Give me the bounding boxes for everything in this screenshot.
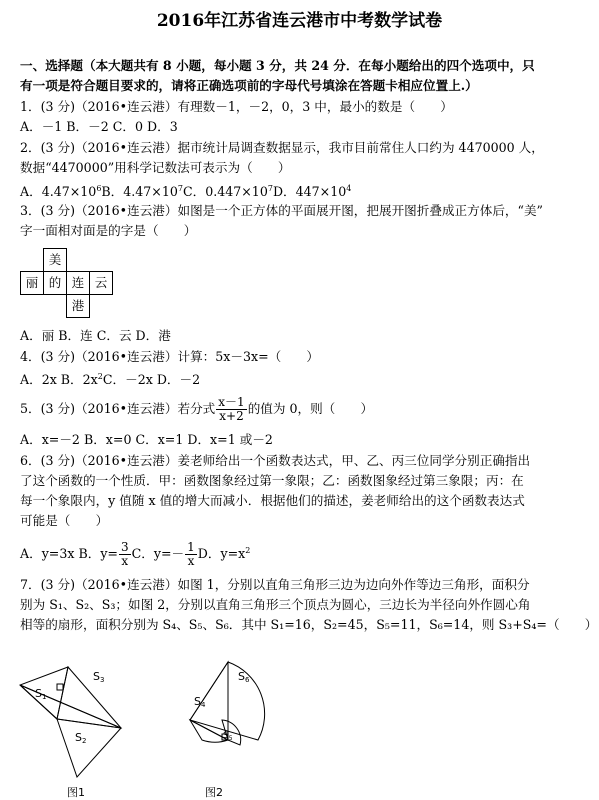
q2-option-d: D．447×10 <box>272 184 347 200</box>
net-cell-mei: 美 <box>43 248 67 272</box>
q4-option-cd: C．－2x D．－2 <box>102 372 201 388</box>
q6-stem-line4: 可能是（ ） <box>20 513 109 528</box>
q6-options <box>20 536 585 569</box>
q5-stem <box>20 394 585 424</box>
section-heading-line2: 有一项是符合题目要求的，请将正确选项前的字母代号填涂在答题卡相应位置上.） <box>20 78 478 93</box>
q6-stem-line3: 每一个象限内，y 值随 x 值的增大而减小．根据他们的描述，姜老师给出的这个函数表达式 <box>20 493 525 508</box>
q5-frac-num: x－1 <box>218 395 245 409</box>
q6-frac-b <box>119 541 131 568</box>
q5-frac-den: x+2 <box>219 409 244 423</box>
q6-option-ab: A．y=3x B．y= <box>20 546 118 562</box>
fig1-label-s3: S3 <box>93 670 105 684</box>
q6-frac-c <box>185 541 197 568</box>
fig2-label-s4: S4 <box>194 695 206 709</box>
figure-1-equilateral-triangles <box>15 655 140 800</box>
q5-options: A．x=－2 B．x=0 C．x=1 D．x=1 或－2 <box>20 432 273 447</box>
q5-stem-post: 的值为 0，则（ ） <box>247 401 374 416</box>
fig1-label-s1: S1 <box>35 687 47 701</box>
q2-option-c: C．0.447×10 <box>182 184 268 200</box>
q4-option-ab: A．2x B．2x <box>20 372 98 388</box>
q2-stem-line2: 数据“4470000”用科学记数法可表示为（ ） <box>20 160 291 175</box>
q1-stem: 1．(3 分)（2016•连云港）有理数－1，－2，0，3 中，最小的数是（ ） <box>20 99 453 114</box>
fig1-label-s2: S2 <box>75 731 87 745</box>
q6-option-c: C．y=－ <box>131 546 185 562</box>
q2-option-a: A．4.47×10 <box>20 184 97 200</box>
q6-frac-c-den: x <box>187 554 195 569</box>
q6-option-d: D．y=x <box>197 546 246 562</box>
q2-option-b: B．4.47×10 <box>101 184 178 200</box>
q1-options: A．－1 B．－2 C．0 D．3 <box>20 119 178 134</box>
q7-stem-line1: 7．(3 分)（2016•连云港）如图 1，分别以直角三角形三边为边向外作等边三角形，面积分 <box>20 577 530 592</box>
fig2-label-s5: $S_5$ <box>223 731 233 742</box>
q3-stem-line1: 3．(3 分)（2016•连云港）如图是一个正方体的平面展开图，把展开图折叠成正方体后，“美” <box>20 203 543 218</box>
fig2-label-s6: S6 <box>238 670 250 684</box>
fig1-right-angle-mark <box>57 684 63 690</box>
net-cell-gang: 港 <box>66 294 90 318</box>
q2-options <box>20 181 585 200</box>
section-heading-line1: 一、选择题（本大题共有 8 小题，每小题 3 分，共 24 分．在每小题给出的四个选项中，只 <box>20 58 535 73</box>
q4-exp: 2 <box>97 372 103 381</box>
q4-stem: 4．(3 分)（2016•连云港）计算：5x－3x=（ ） <box>20 349 320 364</box>
q2-exp-c: 7 <box>267 184 273 193</box>
q2-exp-d: 4 <box>346 184 352 193</box>
fig1-outer-s3 <box>57 667 121 728</box>
q6-stem-line2: 了这个函数的一个性质．甲：函数图象经过第一象限；乙：函数图象经过第三象限；丙：在 <box>20 473 524 488</box>
net-cell-li: 丽 <box>20 271 44 295</box>
q2-exp-b: 7 <box>177 184 183 193</box>
q7-stem-line2: 别为 S₁、S₂、S₃；如图 2，分别以直角三角形三个顶点为圆心，三边长为半径向外作圆心角 <box>20 597 531 612</box>
q6-frac-b-den: x <box>121 554 129 569</box>
q5-fraction <box>216 396 246 423</box>
q6-exp-d: 2 <box>245 546 251 555</box>
q3-options: A．丽 B．连 C．云 D．港 <box>20 328 171 343</box>
q6-frac-b-num: 3 <box>121 540 129 555</box>
q2-exp-a: 6 <box>96 184 102 193</box>
fig1-caption: 图1 <box>67 786 85 799</box>
net-cell-lian: 连 <box>66 271 90 295</box>
exam-title: 2016年江苏省连云港市中考数学试卷 <box>156 11 443 31</box>
net-cell-yun: 云 <box>89 271 113 295</box>
q6-stem-line1: 6．(3 分)（2016•连云港）姜老师给出一个函数表达式，甲、乙、丙三位同学分别正确指出 <box>20 453 531 468</box>
q2-stem-line1: 2．(3 分)（2016•连云港）据市统计局调查数据显示，我市目前常住人口约为 4470000 人， <box>20 140 544 155</box>
q6-frac-c-num: 1 <box>187 540 195 555</box>
q4-options <box>20 369 585 388</box>
fig2-caption: 图2 <box>205 786 223 799</box>
q5-stem-pre: 5．(3 分)（2016•连云港）若分式 <box>20 401 216 416</box>
q7-stem-line3: 相等的扇形，面积分别为 S₄、S₅、S₆．其中 S₁=16，S₂=45，S₅=11，S₆=14，则 S₃+S₄=（ ） <box>20 617 598 632</box>
q3-stem-line2: 字一面相对面是的字是（ ） <box>20 223 197 238</box>
net-cell-de: 的 <box>43 271 67 295</box>
figure-2-sectors <box>180 650 280 800</box>
